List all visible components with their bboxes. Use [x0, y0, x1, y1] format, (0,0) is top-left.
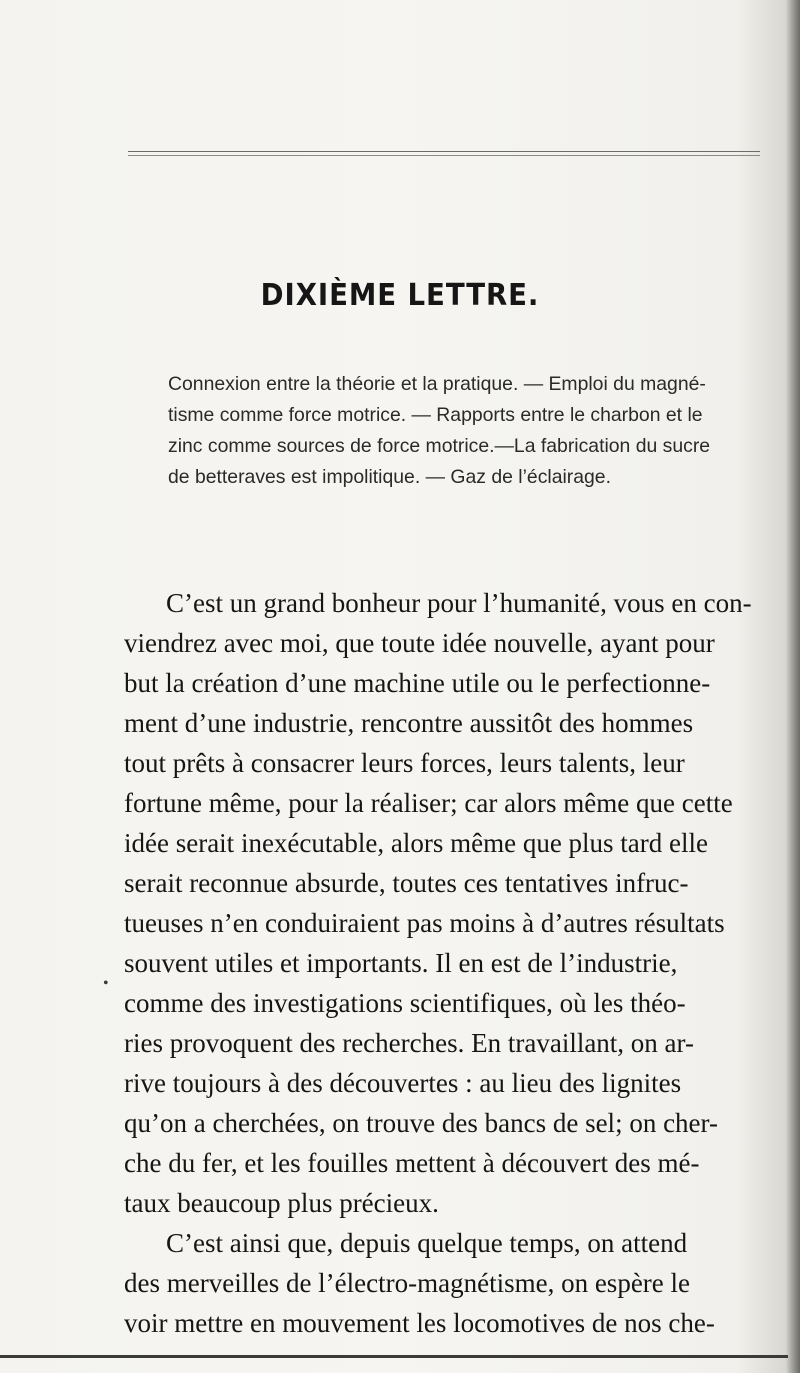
chapter-summary — [168, 369, 768, 493]
body-line: tout prêts à consacrer leurs forces, leurs talents, leur — [124, 748, 685, 778]
body-line: des merveilles de l’électro-magnétisme, on espère le — [124, 1268, 691, 1298]
body-line: but la création d’une machine utile ou le perfectionne- — [124, 668, 711, 698]
body-line: tueuses n’en conduiraient pas moins à d’autres résultats — [124, 908, 725, 938]
chapter-title: DIXIÈME LETTRE. — [260, 278, 540, 313]
page-edge-shadow — [786, 0, 800, 1373]
body-line: souvent utiles et importants. Il en est de l’industrie, — [124, 948, 678, 978]
body-line: fortune même, pour la réaliser; car alors même que cette — [124, 788, 733, 818]
body-line: qu’on a cherchées, on trouve des bancs de sel; on cher- — [124, 1108, 718, 1138]
margin-mark: • — [103, 975, 109, 992]
summary-line: tisme comme force motrice. — Rapports entre le charbon et le — [168, 404, 703, 426]
top-rule — [128, 151, 760, 156]
summary-line: Connexion entre la théorie et la pratique. — Emploi du magné- — [168, 373, 706, 395]
body-text — [124, 583, 770, 1343]
bottom-rule — [0, 1355, 788, 1358]
body-line: C’est un grand bonheur pour l’humanité, vous en con- — [166, 588, 752, 618]
body-line: comme des investigations scientifiques, où les théo- — [124, 988, 686, 1018]
body-line: voir mettre en mouvement les locomotives de nos che- — [124, 1308, 715, 1338]
body-line: rive toujours à des découvertes : au lieu des lignites — [124, 1068, 682, 1098]
body-line: serait reconnue absurde, toutes ces tentatives infruc- — [124, 868, 689, 898]
body-line: C’est ainsi que, depuis quelque temps, on attend — [166, 1228, 688, 1258]
body-line: ries provoquent des recherches. En travaillant, on ar- — [124, 1028, 694, 1058]
body-line: taux beaucoup plus précieux. — [124, 1188, 439, 1218]
summary-line: de betteraves est impolitique. — Gaz de l’éclairage. — [168, 466, 611, 488]
body-line: idée serait inexécutable, alors même que plus tard elle — [124, 828, 709, 858]
body-line: ment d’une industrie, rencontre aussitôt des hommes — [124, 708, 694, 738]
body-line: viendrez avec moi, que toute idée nouvelle, ayant pour — [124, 628, 715, 658]
summary-line: zinc comme sources de force motrice.—La fabrication du sucre — [168, 435, 711, 457]
body-line: che du fer, et les fouilles mettent à découvert des mé- — [124, 1148, 700, 1178]
